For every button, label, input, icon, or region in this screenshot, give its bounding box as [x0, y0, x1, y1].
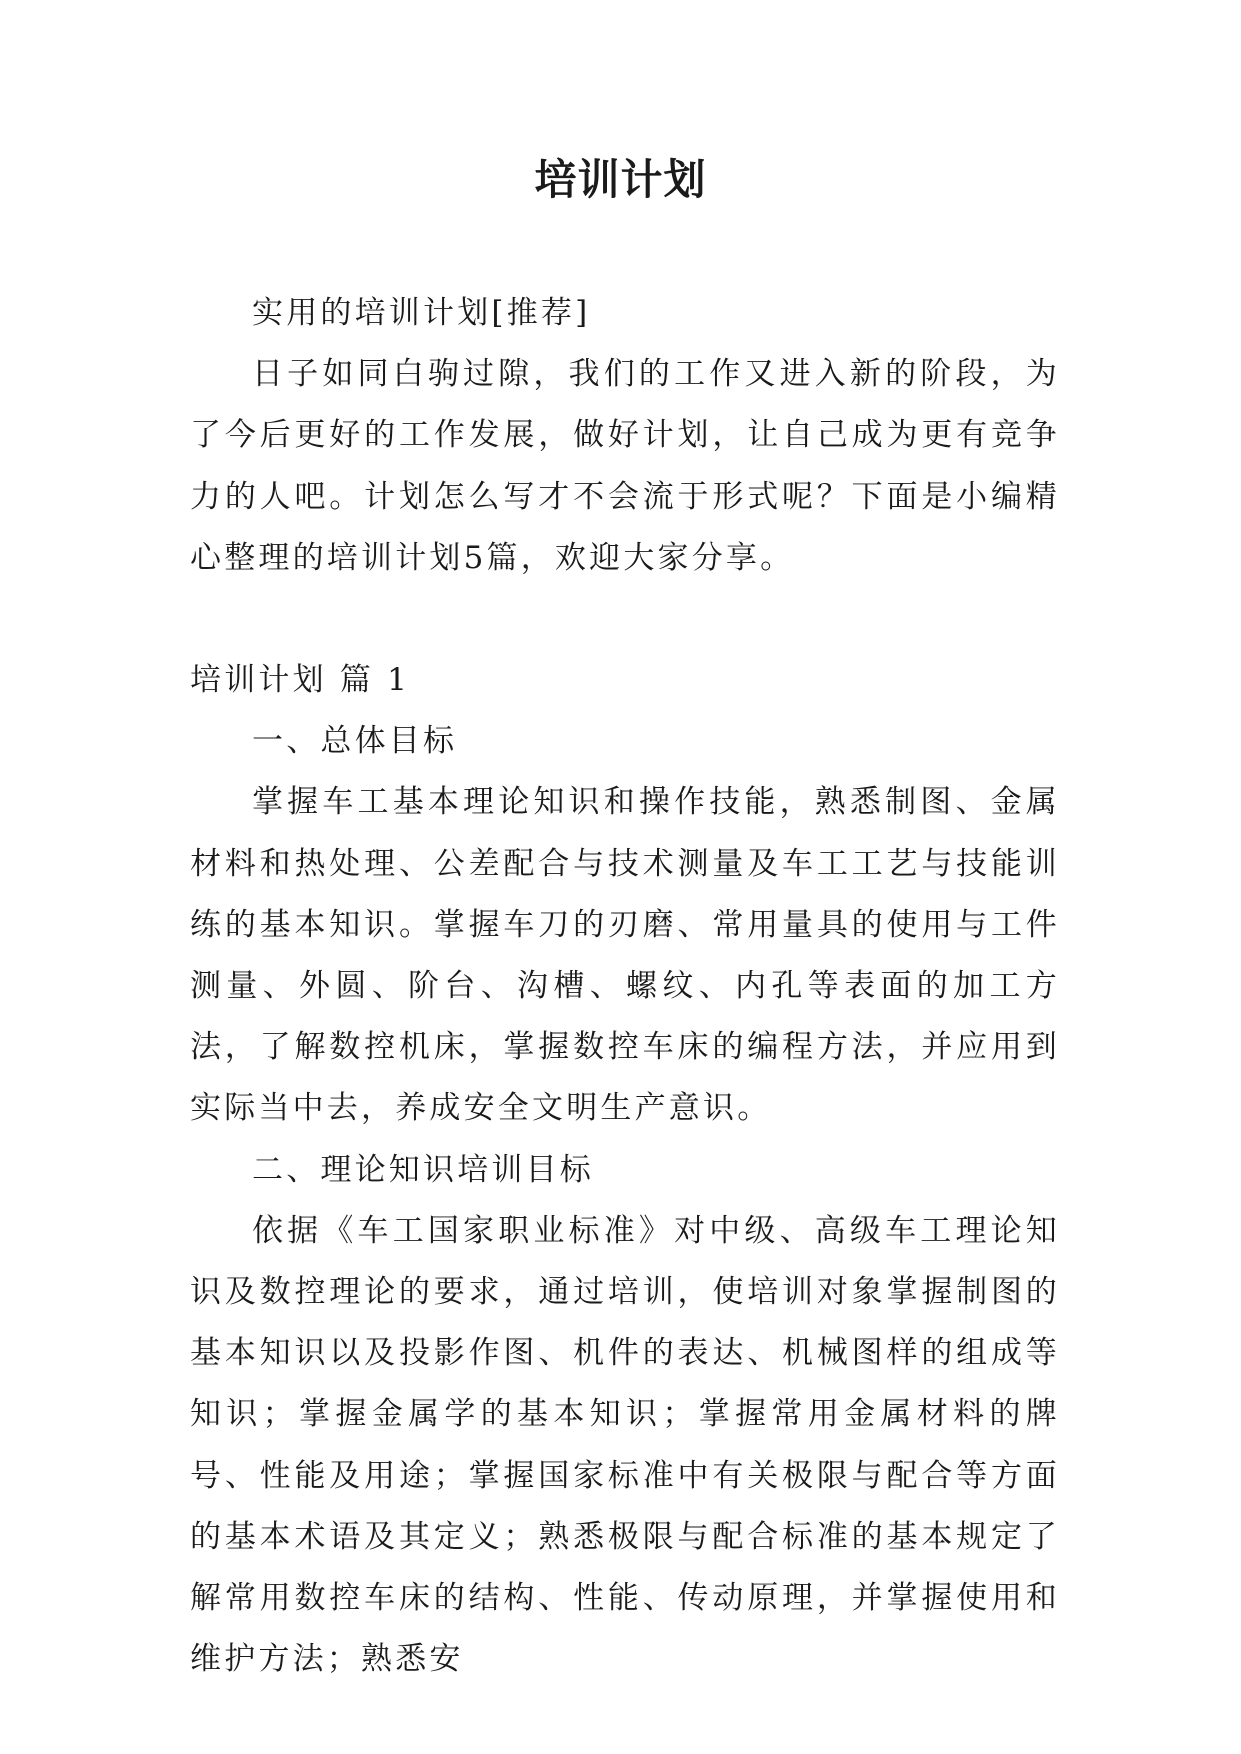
- heading-theory-goal: 二、理论知识培训目标: [252, 1151, 594, 1188]
- document-title: 培训计划: [534, 155, 707, 204]
- theory-goal-paragraph: 依据《车工国家职业标准》对中级、高级车工理论知识及数控理论的要求，通过培训，使培训对象掌握制图的基本知识以及投影作图、机件的表达、机械图样的组成等知识；掌握金属学的基本知识；掌握常用金属材料的牌号、性能及用途；掌握国家标准中有关极限与配合等方面的基本术语及其定义；熟悉极限与配合标准的基本规定了解常用数控车床的结构、性能、传动原理，并掌握使用和维护方法；熟悉安: [190, 1212, 1060, 1678]
- intro-paragraph: 日子如同白驹过隙，我们的工作又进入新的阶段，为了今后更好的工作发展，做好计划，让自己成为更有竞争力的人吧。计划怎么写才不会流于形式呢？下面是小编精心整理的培训计划5篇，欢迎大家分享。: [190, 356, 1060, 576]
- heading-overall-goal: 一、总体目标: [252, 723, 458, 760]
- overall-goal-paragraph: 掌握车工基本理论知识和操作技能，熟悉制图、金属材料和热处理、公差配合与技术测量及车工工艺与技能训练的基本知识。掌握车刀的刃磨、常用量具的使用与工件测量、外圆、阶台、沟槽、螺纹、内孔等表面的加工方法，了解数控机床，掌握数控车床的编程方法，并应用到实际当中去，养成安全文明生产意识。: [190, 784, 1060, 1127]
- paragraph-gap: [190, 589, 1060, 650]
- section-heading: 培训计划 篇 1: [190, 662, 411, 699]
- subtitle-line: 实用的培训计划[推荐]: [252, 295, 591, 331]
- document-body: [190, 283, 1060, 1690]
